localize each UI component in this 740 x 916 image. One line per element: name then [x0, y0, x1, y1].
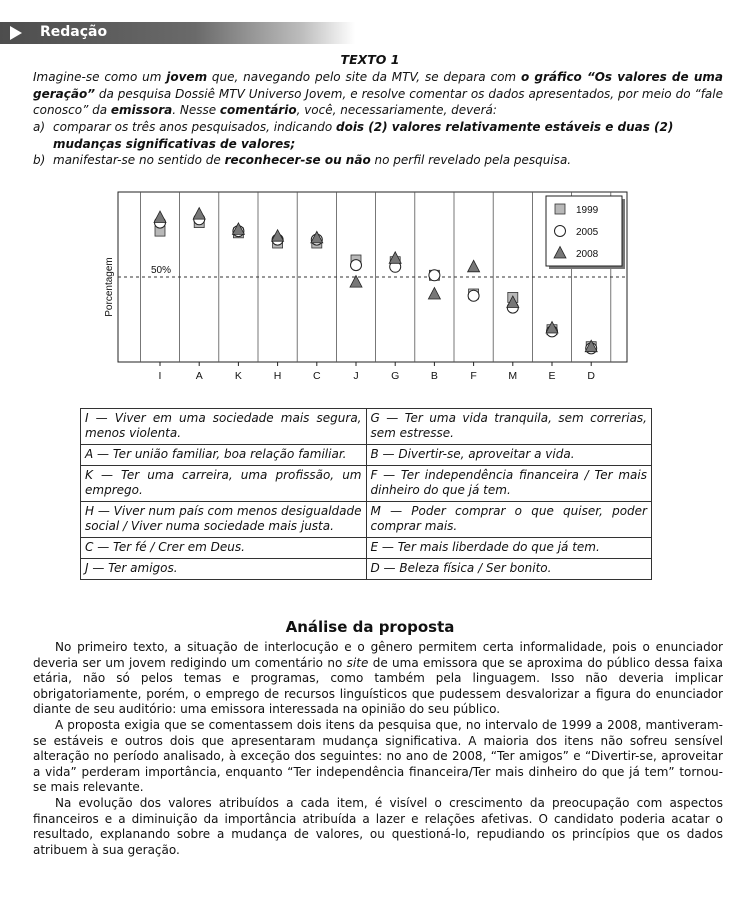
- emphasis-text: site: [346, 655, 369, 670]
- x-tick-label: G: [391, 370, 400, 382]
- legend-table: [80, 408, 652, 580]
- emphasis-text: comentário: [219, 103, 297, 117]
- x-tick-label: F: [470, 370, 477, 382]
- legend-cell: F — Ter independência financeira / Ter mais dinheiro do que já tem.: [366, 466, 652, 502]
- text-run: da pesquisa Dossiê MTV Universo Jovem, e resolve comentar os dados apresentados, por meio do “fale conosco” da: [33, 86, 723, 117]
- x-tick-label: K: [234, 370, 242, 382]
- item-marker: a): [33, 120, 46, 134]
- legend-cell: A — Ter união familiar, boa relação familiar.: [81, 445, 367, 466]
- legend-cell: M — Poder comprar o que quiser, poder comprar mais.: [366, 502, 652, 538]
- legend-row: [81, 445, 652, 466]
- text-run: que, navegando pelo site da MTV, se depara com: [207, 70, 521, 84]
- legend-row: [81, 409, 652, 445]
- legend-cell: J — Ter amigos.: [81, 559, 367, 580]
- analise-title: Análise da proposta: [285, 618, 455, 636]
- x-tick-label: C: [313, 370, 321, 382]
- x-tick-label: H: [273, 370, 282, 382]
- texto-title: TEXTO 1: [340, 52, 400, 67]
- analise-paragraph: [33, 718, 723, 796]
- text-run: no perfil revelado pela pesquisa.: [370, 153, 572, 167]
- prompt-item: [33, 152, 723, 169]
- analise-paragraph: [33, 640, 723, 718]
- emphasis-text: o gráfico “Os valores de uma geração”: [33, 70, 723, 101]
- x-tick-label: B: [430, 370, 438, 382]
- x-tick-label: I: [158, 370, 162, 382]
- analise-body: [33, 640, 723, 858]
- y-axis-label: Porcentagem: [104, 257, 115, 317]
- x-tick-label: E: [548, 370, 556, 382]
- legend-row: [81, 466, 652, 502]
- text-run: Na evolução dos valores atribuídos a cada item, é visível o crescimento da preocupação com aspectos financeiros e a diminuição da importância atribuída a lazer e relações afetivas. O candidato poderia acatar o resultado, explanando sobre a mudança de valores, ou questioná-lo, repudiando os princípios que os dados atribuem à sua geração.: [33, 795, 723, 857]
- emphasis-text: dois (2) valores relativamente estáveis e duas (2) mudanças significativas de valores;: [53, 120, 674, 151]
- prompt-items: [33, 119, 723, 169]
- legend-cell: K — Ter uma carreira, uma profissão, um emprego.: [81, 466, 367, 502]
- x-tick-label: M: [508, 370, 518, 382]
- marker-circle-2005: [468, 290, 479, 301]
- legend-marker-circle: [555, 226, 566, 237]
- text-run: manifestar-se no sentido de: [53, 153, 225, 167]
- section-header: [0, 22, 355, 44]
- reference-label: 50%: [151, 265, 172, 276]
- emphasis-text: reconhecer-se ou não: [224, 153, 371, 167]
- text-run: No primeiro texto, a situação de interlocução e o gênero permitem certa informalidade, pois o enunciador deveria ser um jovem redigindo um comentário no: [33, 640, 723, 670]
- legend-row: [81, 502, 652, 538]
- legend-label: 1999: [576, 205, 599, 216]
- legend-row: [81, 538, 652, 559]
- legend-label: 2008: [576, 249, 599, 260]
- legend-cell: C — Ter fé / Crer em Deus.: [81, 538, 367, 559]
- text-run: A proposta exigia que se comentassem dois itens da pesquisa que, no intervalo de 1999 a 2008, mantiveram-se estáveis e outros dois que apresentaram mudança significativa. A maioria dos itens não sofreu sensível alteração no período analisado, à exceção dos seguintes: no ano de 2008, “Ter amigos” e “Divertir-se, aproveitar a vida” perderam importância, enquanto “Ter independência financeira/Ter mais dinheiro do que já tem” tornou-se mais relevante.: [33, 717, 723, 795]
- legend-row: [81, 559, 652, 580]
- emphasis-text: emissora: [110, 103, 173, 117]
- play-triangle-icon: [10, 26, 22, 40]
- x-tick-label: D: [587, 370, 595, 382]
- marker-circle-2005: [351, 260, 362, 271]
- legend-cell: I — Viver em uma sociedade mais segura, menos violenta.: [81, 409, 367, 445]
- text-run: . Nesse: [172, 103, 220, 117]
- legend-label: 2005: [576, 227, 599, 238]
- legend-cell: H — Viver num país com menos desigualdade social / Viver numa sociedade mais justa.: [81, 502, 367, 538]
- x-tick-label: A: [195, 370, 203, 382]
- marker-circle-2005: [429, 270, 440, 281]
- emphasis-text: jovem: [166, 70, 208, 84]
- prompt-item: [33, 119, 723, 152]
- text-run: Imagine-se como um: [33, 70, 167, 84]
- legend-cell: E — Ter mais liberdade do que já tem.: [366, 538, 652, 559]
- section-title: Redação: [40, 24, 108, 40]
- x-tick-label: J: [353, 370, 359, 382]
- values-chart: [100, 188, 632, 388]
- text-run: comparar os três anos pesquisados, indicando: [53, 120, 336, 134]
- item-marker: b): [33, 153, 46, 167]
- legend-cell: B — Divertir-se, aproveitar a vida.: [366, 445, 652, 466]
- text-run: , você, necessariamente, deverá:: [296, 103, 497, 117]
- prompt-intro: [33, 69, 723, 119]
- legend-cell: G — Ter uma vida tranquila, sem correrias, sem estresse.: [366, 409, 652, 445]
- legend-cell: D — Beleza física / Ser bonito.: [366, 559, 652, 580]
- text-run: de uma emissora que se aproxima do público dessa faixa etária, não só pelos temas e programas, como também pela linguagem. Isso não deveria implicar obrigatoriamente, porém, o emprego de recursos linguísticos que pudessem desvalorizar a figura do enunciador diante de seu auditório: uma emissora interessada na opinião do seu público.: [33, 655, 724, 717]
- legend-marker-square: [555, 204, 565, 214]
- analise-paragraph: [33, 796, 723, 858]
